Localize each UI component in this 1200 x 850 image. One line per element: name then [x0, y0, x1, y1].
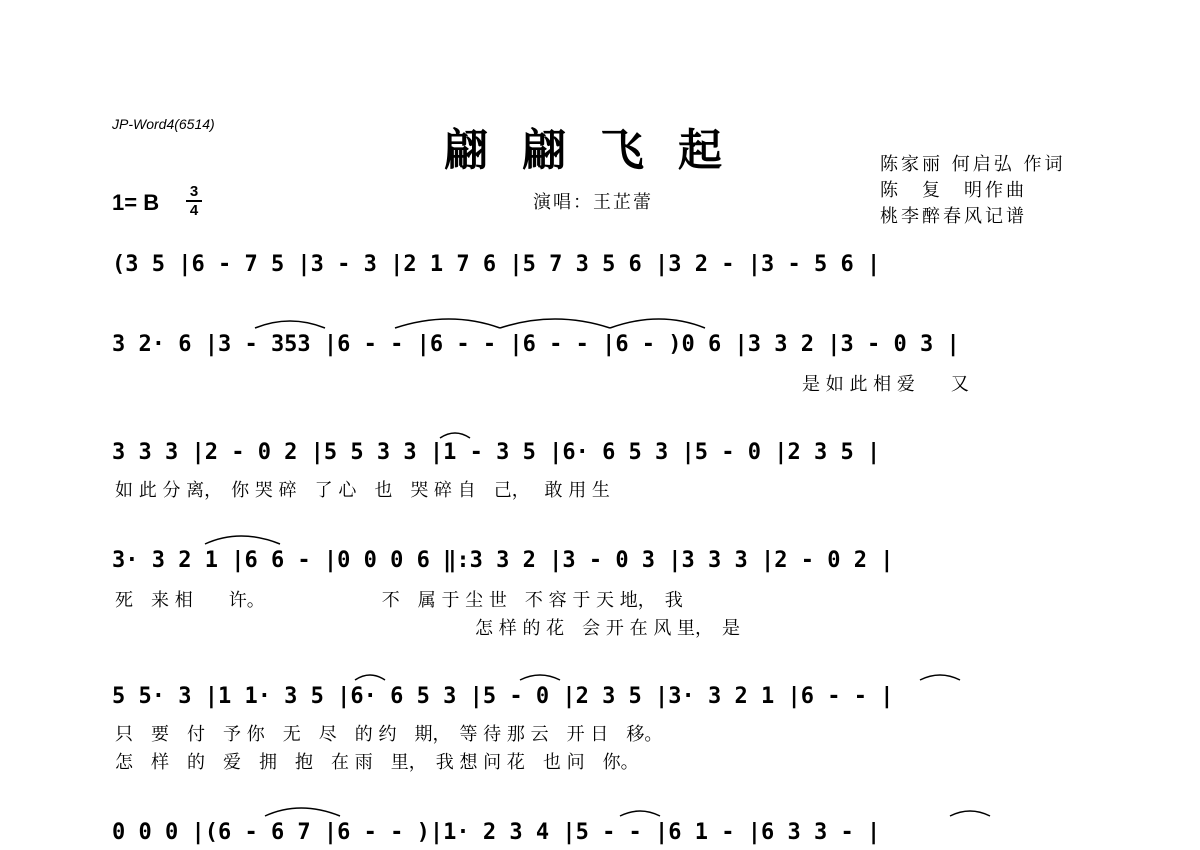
singer: 演唱：王芷蕾	[533, 192, 653, 213]
notation-line-5: 5 5· 3 |1 1· 3 5 |6· 6 5 3 |5 - 0 |2 3 5 |3· 3 2 1 |6 - - |	[112, 684, 894, 709]
slur	[500, 319, 610, 328]
slur	[520, 675, 560, 680]
slur	[610, 319, 705, 328]
notation-line-6: 0 0 0 |(6 - 6 7 |6 - - )|1· 2 3 4 |5 - - |6 1 - |6 3 3 - |	[112, 820, 881, 845]
slur	[395, 319, 500, 328]
notation-line-1: (3 5 |6 - 7 5 |3 - 3 |2 1 7 6 |5 7 3 5 6 |3 2 - |3 - 5 6 |	[112, 252, 881, 277]
transcriber-credit: 桃李醉春风记谱	[880, 206, 1027, 227]
slur	[440, 433, 470, 438]
lyric-line-5a: 只 要 付 予 你 无 尽 的 约 期， 等 待 那 云 开 日 移。	[115, 724, 663, 745]
page-title: 翩翩飞起	[444, 125, 756, 176]
notation-line-3: 3 3 3 |2 - 0 2 |5 5 3 3 |1 - 3 5 |6· 6 5 3 |5 - 0 |2 3 5 |	[112, 440, 881, 465]
lyric-line-5b: 怎 样 的 爱 拥 抱 在 雨 里， 我 想 问 花 也 问 你。	[115, 752, 639, 773]
notation-line-4: 3· 3 2 1 |6 6 - |0 0 0 6 ‖:3 3 2 |3 - 0 3 |3 3 3 |2 - 0 2 |	[112, 548, 894, 573]
slur	[205, 536, 280, 544]
composer-credit: 陈 复 明作曲	[880, 180, 1027, 201]
slur	[355, 675, 385, 680]
lyric-line-3: 如 此 分 离， 你 哭 碎 了 心 也 哭 碎 自 己， 敢 用 生	[115, 480, 610, 501]
notation-line-2: 3 2· 6 |3 - 353 |6 - - |6 - - |6 - - |6 - )0 6 |3 3 2 |3 - 0 3 |	[112, 332, 960, 357]
slur	[920, 675, 960, 680]
lyric-line-4a: 死 来 相 许。 不 属 于 尘 世 不 容 于 天 地， 我	[115, 590, 683, 611]
time-top: 3	[189, 183, 199, 200]
key-signature: 1= B	[112, 190, 160, 215]
lyric-line-4b: 怎 样 的 花 会 开 在 风 里， 是	[115, 618, 741, 639]
slur	[620, 811, 660, 816]
slur	[950, 811, 990, 816]
time-bottom: 4	[189, 202, 199, 219]
lyric-line-2: 是 如 此 相 爱 又	[802, 374, 969, 395]
watermark: JP-Word4(6514)	[112, 116, 215, 132]
slur	[265, 808, 340, 816]
lyricist-credit: 陈家丽 何启弘 作词	[880, 154, 1066, 175]
slur	[255, 321, 325, 328]
